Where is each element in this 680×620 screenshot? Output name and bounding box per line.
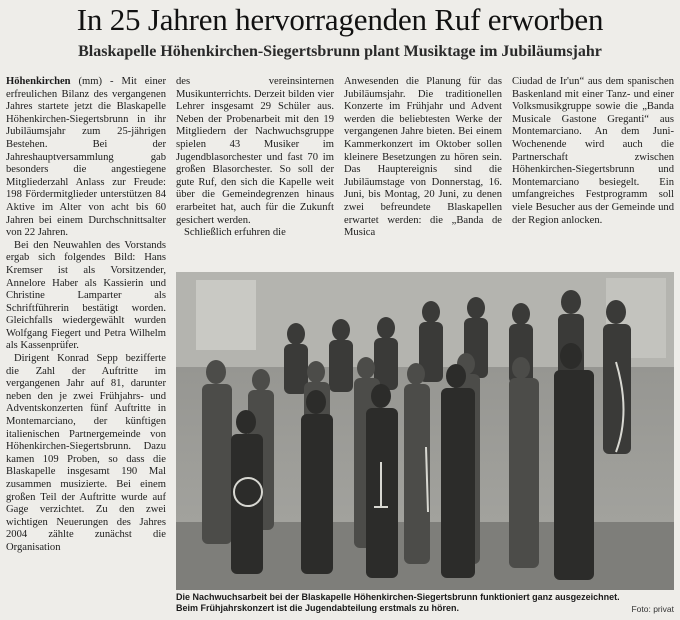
- paragraph: Dirigent Konrad Sepp bezifferte die Zahl der Auftritte im vergangenen Jahr auf 81, darunter neben den je zwei Frühjahrs- und Adventskonzerten fünf Auftritte in Montemarciano, der künftigen italienischen Partnergemeinde von Höhenkirchen-Siegertsbrunn. Dazu kamen 109 Proben, so dass die Blaskapelle insgesamt 190 Mal zusammen musizierte. Bei einem großen Teil der Auftritte wurde auf Gage verzichtet. Zu den zwei wichtigen Neuerungen des Jahres 2004 zählte zunächst die Organisation: [6, 353, 166, 553]
- subheadline: Blaskapelle Höhenkirchen-Siegertsbrunn plant Musiktage im Jubiläumsjahr: [78, 43, 602, 60]
- article-column-3: [344, 76, 502, 268]
- photo-credit: Foto: privat: [631, 604, 674, 614]
- article-column-1: [6, 76, 166, 616]
- group-photo: [176, 272, 674, 590]
- paragraph: des vereinsinternen Musikunterrichts. Derzeit bilden vier Lehrer insgesamt 29 Schüler aus. Neben der Probenarbeit mit den 19 Mitgliedern der Nachwuchsgruppe spielen 43 Musiker im Jugendblasorchester und fast 70 im großen Blasorchester. So soll der gute Ruf, den sich die Kapelle weit über die Gemeindegrenzen hinaus erarbeitet hat, auch für die Zukunft gesichert werden.: [176, 76, 334, 226]
- caption-line: Die Nachwuchsarbeit bei der Blaskapelle Höhenkirchen-Siegertsbrunn funktioniert ganz ausgezeichnet.: [176, 592, 620, 602]
- paragraph: Bei den Neuwahlen des Vorstands ergab sich folgendes Bild: Hans Kremser ist als Vorsitzender, Annelore Haber als Kassierin und Christine Lamparter als Schriftführerin bestätigt worden. Gleichfalls wiedergewählt wurden Wolfgang Fiegert und Petra Wilhelm als Kassenprüfer.: [6, 239, 166, 352]
- photo-caption: [176, 592, 676, 614]
- group-photo-image: [176, 272, 674, 590]
- paragraph: Schließlich erfuhren die: [184, 227, 286, 239]
- paragraph: Höhenkirchen (mm) - Mit einer erfreulichen Bilanz des vergangenen Jahres startete jetzt die Blaskapelle Höhenkirchen-Siegertsbrunn in ihr Jubiläumsjahr zum 25-jährigen Bestehen. Bei der Jahreshauptversammlung gab besonders die angestiegene Mitgliederzahl Anlass zur Freude: 198 Fördermitglieder unterstützen 84 Aktive im Alter von acht bis 60 Jahren bei einem Durchschnittsalter von 22 Jahren.: [6, 76, 166, 239]
- headline: In 25 Jahren hervorragenden Ruf erworben: [76, 2, 604, 37]
- article-column-2: [176, 76, 334, 268]
- paragraph: Ciudad de Ir'un“ aus dem spanischen Baskenland mit einer Tanz- und einer Volksmusikgruppe sowie die „Banda Musicale Gastone Greganti“ aus Montemarciano. An dem Juni-Wochenende wird auch die Partnerschaft zwischen Höhenkirchen-Siegertsbrunn und Montemarciano besiegelt. Ein umfangreiches Festprogramm soll viele Besucher aus der Gemeinde und der Region anlocken.: [512, 76, 674, 226]
- paragraph: Anwesenden die Planung für das Jubiläumsjahr. Die traditionellen Konzerte im Frühjahr und Advent werden die beliebtesten Werke der vergangenen Jahre bieten. Bei einem Kammerkonzert im Oktober sollen kleinere Besetzungen zu hören sein. Das Hauptereignis sind die Jubiläumstage von Donnerstag, 16. Juni, bis Montag, 20 Juni, zu denen zwei befreundete Blaskapellen erwartet werden: die „Banda de Musica: [344, 76, 502, 239]
- article-column-4: [512, 76, 674, 268]
- caption-line: Beim Frühjahrskonzert ist die Jugendabteilung erstmals zu hören.: [176, 603, 460, 613]
- dateline: Höhenkirchen: [6, 76, 71, 87]
